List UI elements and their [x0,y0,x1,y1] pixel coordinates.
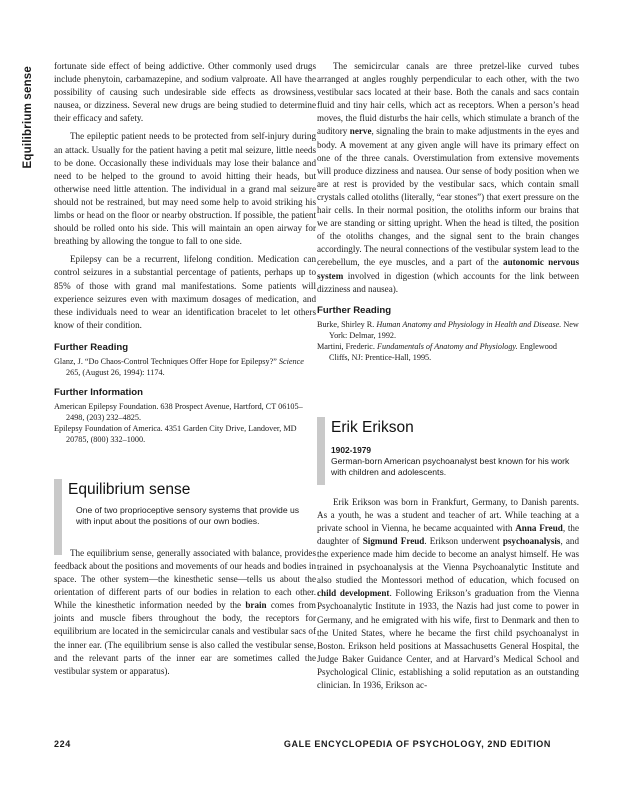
publication-title: GALE ENCYCLOPEDIA OF PSYCHOLOGY, 2ND EDITION [283,739,551,749]
information-item: Epilepsy Foundation of America. 4351 Garden City Drive, Landover, MD 20785, (800) 332–1000. [54,423,297,444]
left-column [54,60,316,678]
entry-header-bar [317,417,325,485]
entry-title: Equilibrium sense [68,480,191,498]
entry-header-bar [54,479,62,555]
further-information-heading: Further Information [54,386,144,398]
entry-title: Erik Erikson [331,418,414,436]
entry-header-equilibrium [54,479,316,527]
entry-years: 1902-1979 [331,444,372,455]
information-item: American Epilepsy Foundation. 638 Prospect Avenue, Hartford, CT 06105–2498, (203) 232–4825. [54,401,303,422]
reference-item: Martini, Frederic. Fundamentals of Anatomy and Physiology. Englewood Cliffs, NJ: Prentice-Hall, 1995. [317,341,557,362]
right-column [317,60,579,692]
paragraph: The semicircular canals are three pretzel-like curved tubes arranged at angles roughly perpendicular to each other, with the two vestibular sacs located at their base. Both the canals and sacs contain fluid and tiny hair cells, which act as receptors. When a person’s head moves, the fluid disturbs the hair cells, which stimulate a branch of the auditory nerve, signaling the brain to make adjustments in the eyes and body. A movement at any given angle will have its primary effect on one of the three canals. Overstimulation from extensive movements will produce dizziness and nausea. Our sense of body position when we are at rest is provided by the vestibular sacs, which contain small crystals called otoliths (literally, “ear stones”) that exert pressure on the hair cells. In their normal position, the otoliths inform our brains that we are standing or sitting upright. When the head is tilted, the position of the otoliths changes, and the signal sent to the brain changes accordingly. The neural connections of the vestibular system lead to the cerebellum, the eye muscles, and a part of the autonomic nervous system involved in digestion (which accounts for the link between dizziness and nausea). [317,61,580,294]
paragraph: Erik Erikson was born in Frankfurt, Germany, to Danish parents. As a youth, he was a student and teacher of art. While teaching at a private school in Vienna, he became acquainted with Anna Freud, the daughter of Sigmund Freud. Erikson underwent psychoanalysis, and the experience made him decide to become an analyst himself. He was trained in psychoanalysis at the Vienna Psychoanalytic Institute and also studied the Montessori method of education, which focused on child development. Following Erikson’s graduation from the Vienna Psychoanalytic Institute in 1933, the Nazis had just come to power in Germany, and he emigrated with his wife, first to Denmark and then to the United States, where he became the first child psychoanalyst in Boston. Erikson held positions at Massachusetts General Hospital, the Judge Baker Guidance Center, and at Harvard’s Medical School and Psychological Clinic, establishing a solid reputation as an outstanding clinician. In 1936, Erikson ac- [317,496,580,690]
paragraph: The epileptic patient needs to be protected from self-injury during an attack. Usually for the patient having a petit mal seizure, little needs to be done. Occasionally these individuals may lose their balance and need to be helped to the ground to avoid hitting their heads, but otherwise need little attention. The individual in a grand mal seizure should not be restrained, but may need some help to avoid striking his limbs or head on the floor or nearby obstruction. If possible, the patient should be rolled onto his side. This will maintain an open airway for breathing by allowing the tongue to fall to one side. [54,131,316,247]
entry-summary: One of two proprioceptive sensory systems that provide us with input about the positions of our own bodies. [76,504,300,526]
reference-item: Glanz, J. “Do Chaos-Control Techniques Offer Hope for Epilepsy?” Science 265, (August 26, 1994): 1174. [54,356,304,377]
entry-header-erikson [317,417,579,478]
further-reading-heading: Further Reading [54,341,129,353]
entry-summary: German-born American psychoanalyst best known for his work with children and adolescents. [331,455,570,477]
paragraph: The equilibrium sense, generally associated with balance, provides feedback about the positions and movements of our heads and bodies in space. The other system—the kinesthetic sense—tells us about the orientation of different parts of our bodies in relation to each other. While the kinesthetic information needed by the brain comes from joints and muscle fibers throughout the body, the receptors for equilibrium are located in the semicircular canals and vestibular sacs of the inner ear. (The equilibrium sense is also called the vestibular sense, and the relevant parts of the inner ear are sometimes called the vestibular system or apparatus). [54,547,316,676]
further-reading-heading: Further Reading [317,304,392,316]
paragraph: fortunate side effect of being addictive. Other commonly used drugs include phenytoin, carbamazepine, and sodium valproate. All have the possibility of causing such undesirable side effects as drowsiness, nausea, or dizziness. Several new drugs are being studied to determine their efficacy and safety. [54,61,316,124]
side-tab-label: Equilibrium sense [22,66,34,169]
reference-item: Burke, Shirley R. Human Anatomy and Physiology in Health and Disease. New York: Delmar, 1992. [317,319,579,340]
page-number: 224 [54,739,71,749]
paragraph: Epilepsy can be a recurrent, lifelong condition. Medication can control seizures in a substantial percentage of patients, perhaps up to 85% of those with grand mal manifestations. Some patients will experience seizures even with maximum dosages of medication, and these individuals need to wear an identification bracelet to let others know of their condition. [54,254,316,330]
